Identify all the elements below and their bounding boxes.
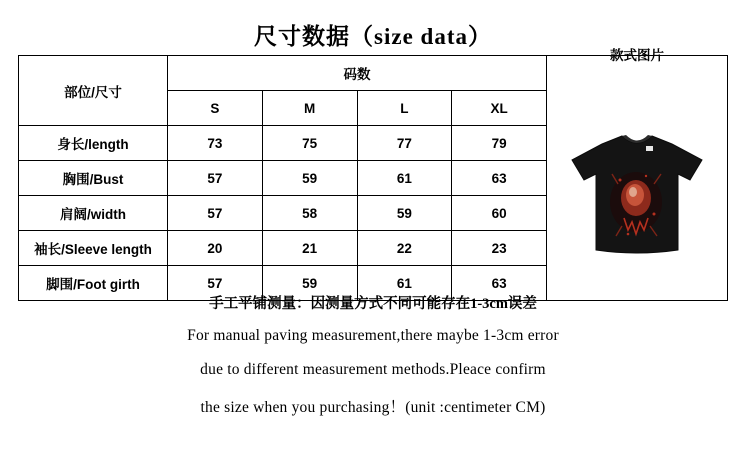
cell-width-s: 57: [168, 196, 263, 231]
cell-foot-l: 61: [357, 266, 452, 301]
cell-length-s: 73: [168, 126, 263, 161]
note-english-line-1: For manual paving measurement,there maybe 1-3cm error: [187, 327, 559, 344]
cell-width-m: 58: [262, 196, 357, 231]
size-table: [18, 48, 728, 301]
cell-bust-xl: 63: [452, 161, 547, 196]
row-label-width: 肩阔/width: [19, 196, 168, 231]
cell-width-l: 59: [357, 196, 452, 231]
header-image-cell: [547, 48, 728, 301]
cell-sleeve-l: 22: [357, 231, 452, 266]
note-english-line-2: due to different measurement methods.Pleace confirm: [200, 361, 546, 378]
size-header-m: M: [262, 91, 357, 126]
cell-bust-l: 61: [357, 161, 452, 196]
cell-length-l: 77: [357, 126, 452, 161]
cell-sleeve-s: 20: [168, 231, 263, 266]
black-t-shirt-icon: [562, 130, 712, 260]
cell-sleeve-xl: 23: [452, 231, 547, 266]
page-title: 尺寸数据（size data）: [254, 24, 492, 49]
cell-foot-xl: 63: [452, 266, 547, 301]
row-label-bust: 胸围/Bust: [19, 161, 168, 196]
cell-width-xl: 60: [452, 196, 547, 231]
note-chinese: 手工平铺测量：因测量方式不同可能存在1-3cm误差: [209, 296, 537, 312]
cell-length-m: 75: [262, 126, 357, 161]
header-part-cell: 部位/尺寸: [19, 56, 168, 126]
size-header-xl: XL: [452, 91, 547, 126]
row-label-foot-girth: 脚围/Foot girth: [19, 266, 168, 301]
size-table-container: [18, 48, 728, 301]
note-english-line-3: the size when you purchasing！(unit :centimeter CM): [200, 399, 546, 416]
product-photo: [556, 120, 718, 270]
header-image-label: 款式图片: [610, 48, 664, 63]
header-sizes-cell: 码数: [168, 56, 547, 91]
cell-sleeve-m: 21: [262, 231, 357, 266]
measurement-notes: [0, 288, 746, 433]
size-header-l: L: [357, 91, 452, 126]
cell-bust-s: 57: [168, 161, 263, 196]
row-label-length: 身长/length: [19, 126, 168, 161]
cell-length-xl: 79: [452, 126, 547, 161]
table-header-row: [19, 56, 728, 91]
size-header-s: S: [168, 91, 263, 126]
cell-foot-s: 57: [168, 266, 263, 301]
product-image-box: [547, 73, 727, 317]
cell-foot-m: 59: [262, 266, 357, 301]
cell-bust-m: 59: [262, 161, 357, 196]
row-label-sleeve-length: 袖长/Sleeve length: [19, 231, 168, 266]
